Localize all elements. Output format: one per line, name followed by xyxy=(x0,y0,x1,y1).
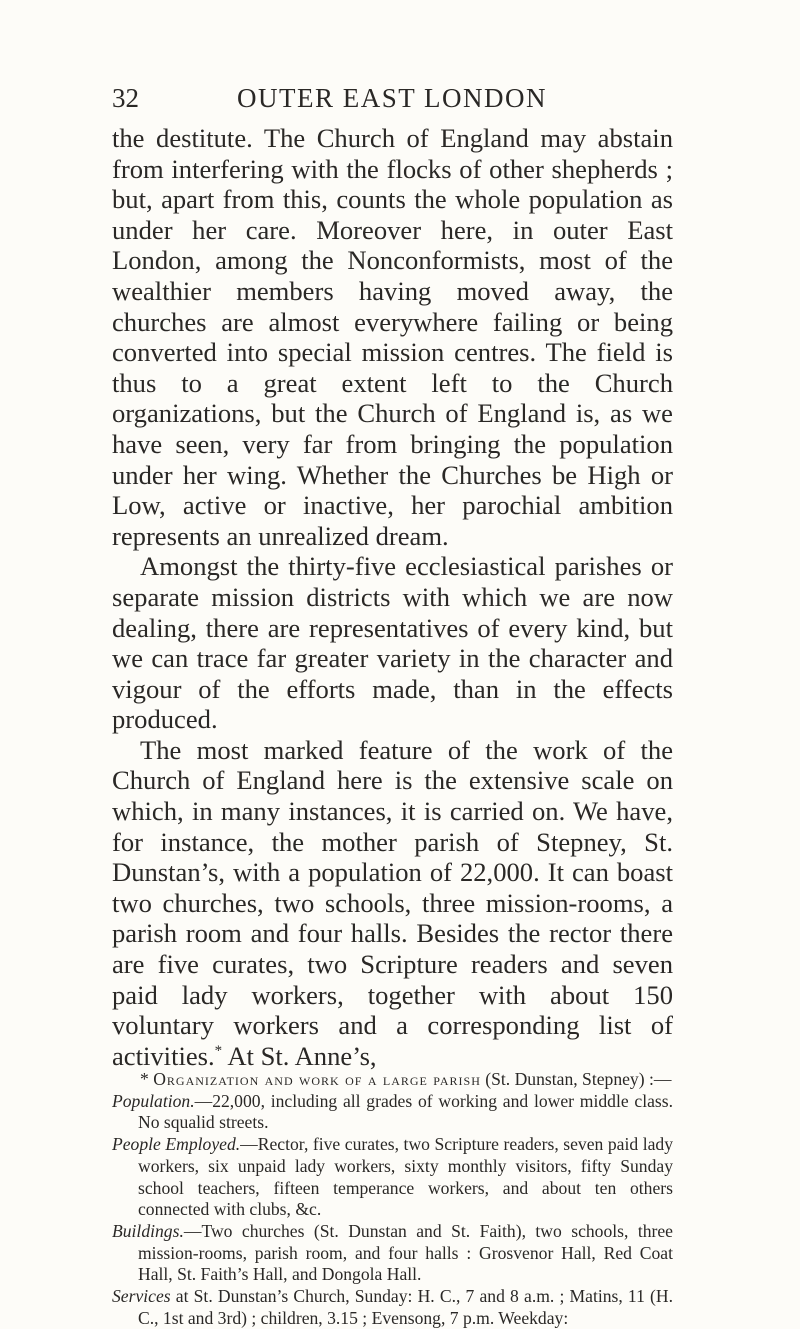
footnote-item-label: Buildings. xyxy=(112,1220,184,1241)
footnote xyxy=(112,1069,673,1329)
footnote-item-services xyxy=(112,1286,673,1329)
paragraph-3-tail: At St. Anne’s, xyxy=(222,1040,377,1071)
main-text xyxy=(112,123,673,1071)
footnote-heading-line xyxy=(112,1069,673,1091)
footnote-reference: * xyxy=(214,1042,223,1059)
footnote-item-label: Services xyxy=(112,1286,171,1307)
footnote-item-text: —Two churches (St. Dunstan and St. Faith), two schools, three mission-rooms, parish room, and four halls : Grosvenor Hall, Red Coat Hall, St. Faith’s Hall, and Dongola Hall. xyxy=(138,1220,673,1285)
footnote-item-text: —Rector, five curates, two Scripture readers, seven paid lady workers, six unpaid lady workers, sixty monthly visitors, fifty Sunday school teachers, fifteen temperance workers, and about ten others connected with clubs, &c. xyxy=(138,1134,673,1220)
page-header xyxy=(112,83,672,123)
footnote-item-text: at St. Dunstan’s Church, Sunday: H. C., 7 and 8 a.m. ; Matins, 11 (H. C., 1st and 3rd) ; children, 3.15 ; Evensong, 7 p.m. Weekday: xyxy=(138,1286,673,1328)
paragraph-3 xyxy=(112,735,673,1072)
footnote-heading-tail: (St. Dunstan, Stepney) :— xyxy=(480,1069,672,1089)
footnote-item-buildings xyxy=(112,1221,673,1286)
footnote-item-label: Population. xyxy=(112,1090,195,1111)
footnote-marker: * xyxy=(140,1069,154,1089)
footnote-item-population xyxy=(112,1091,673,1134)
footnote-item-label: People Employed. xyxy=(112,1134,241,1155)
paragraph-1: the destitute. The Church of England may abstain from interfering with the flocks of other shepherds ; but, apart from this, counts the whole population as under her care. Moreover here, in outer East London, among the Nonconformists, most of the wealthier members having moved away, the churches are almost everywhere failing or being converted into special mission centres. The field is thus to a great extent left to the Church organizations, but the Church of England is, as we have seen, very far from bringing the population under her wing. Whether the Churches be High or Low, active or inactive, her parochial ambition represents an unrealized dream. xyxy=(112,123,673,551)
running-head: OUTER EAST LONDON xyxy=(237,83,547,113)
page-number: 32 xyxy=(112,83,139,113)
footnote-item-text: —22,000, including all grades of working and lower middle class. No squalid streets. xyxy=(138,1090,673,1133)
footnote-heading: Organization and work of a large parish xyxy=(153,1069,481,1089)
footnote-item-people-employed xyxy=(112,1134,673,1221)
paragraph-2: Amongst the thirty-five ecclesiastical parishes or separate mission districts with which we are now dealing, there are representatives of every kind, but we can trace far greater variety in the character and vigour of the efforts made, than in the effects produced. xyxy=(112,551,673,735)
paragraph-3-text: The most marked feature of the work of the Church of England here is the extensive scale on which, in many instances, it is carried on. We have, for instance, the mother parish of Stepney, St. Dunstan’s, with a population of 22,000. It can boast two churches, two schools, three mission-rooms, a parish room and four halls. Besides the rector there are five curates, two Scripture readers and seven paid lady workers, together with about 150 voluntary workers and a corresponding list of activities. xyxy=(112,734,673,1071)
